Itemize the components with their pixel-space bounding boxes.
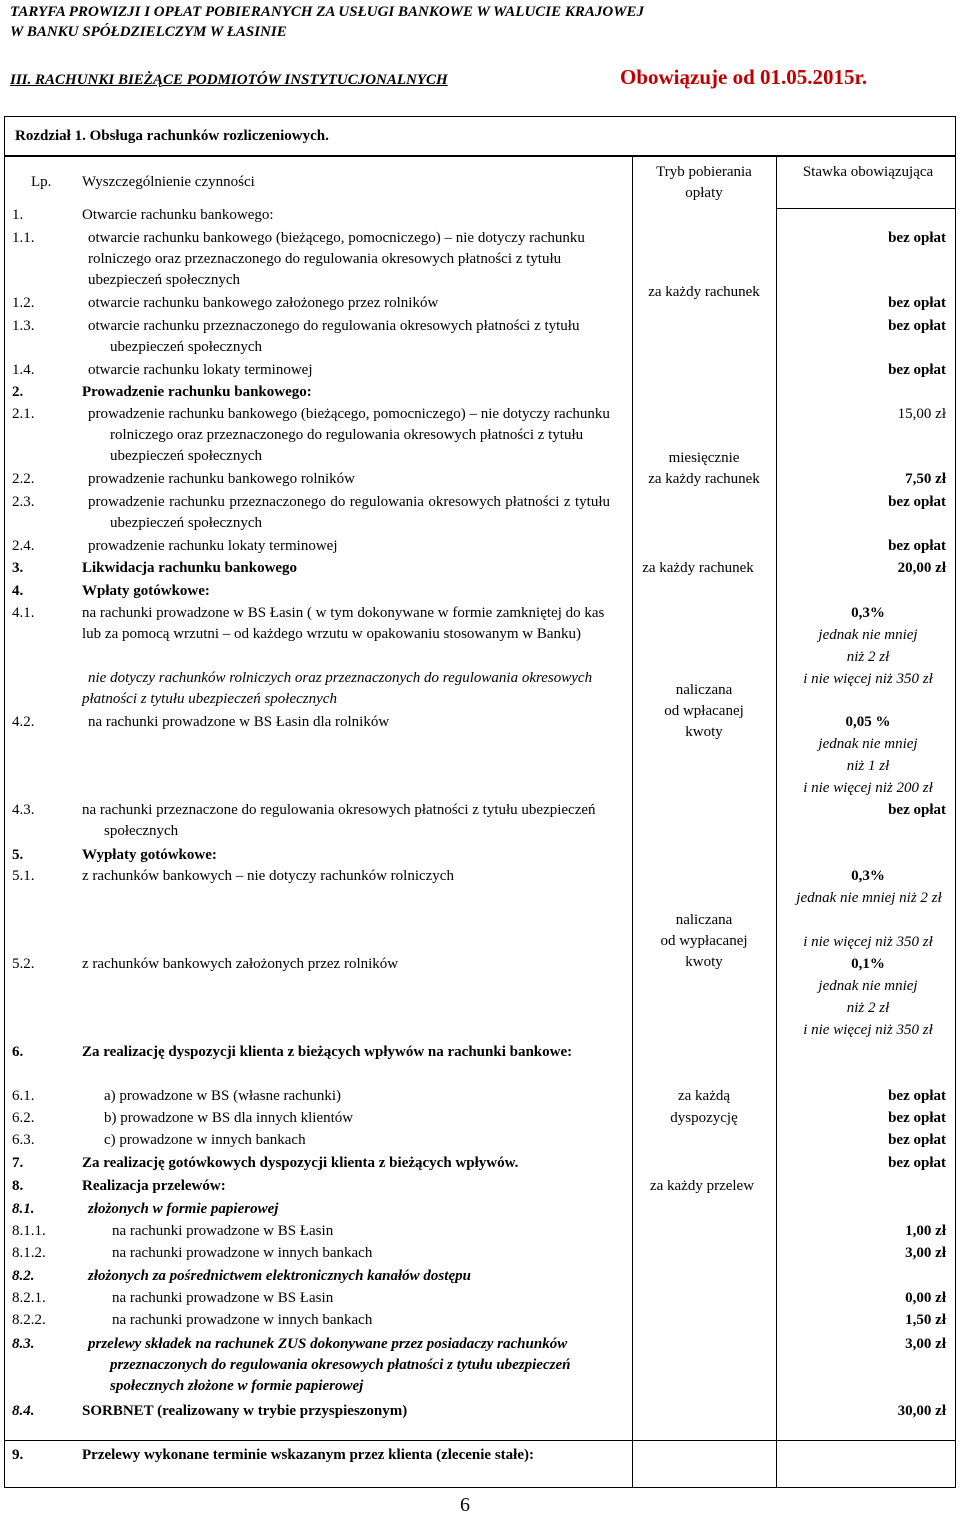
desc: na rachunki prowadzone w BS Łasin [112,1223,334,1239]
rate: bez opłat [888,1155,946,1171]
lp: 2.3. [12,494,35,510]
mode: od wpłacanej [664,703,744,719]
lp: 4.3. [12,802,35,818]
rate: 1,50 zł [905,1312,946,1328]
lp: 1.3. [12,318,35,334]
rate: bez opłat [888,1132,946,1148]
mode: za każdy rachunek [642,560,754,576]
rate-note: i nie więcej niż 200 zł [803,780,933,796]
mode: od wypłacanej [660,933,748,949]
lp: 4.2. [12,714,35,730]
lp: 8. [12,1178,24,1194]
title-line-1: TARYFA PROWIZJI I OPŁAT POBIERANYCH ZA USŁUGI BANKOWE W WALUCIE KRAJOWEJ [10,4,645,20]
rate: bez opłat [888,362,946,378]
lp: 8.1.1. [12,1223,46,1239]
desc: z rachunków bankowych założonych przez rolników [82,956,399,972]
desc: prowadzenie rachunku lokaty terminowej [88,538,338,554]
desc: przelewy składek na rachunek ZUS dokonywane przez posiadaczy rachunków przeznaczonych do regulowania okresowych płatności z tytułu ubezpieczeń społecznych złożone w formie papierowej [88,1336,571,1394]
lp: 4. [12,583,24,599]
lp: 6.1. [12,1088,35,1104]
desc: otwarcie rachunku bankowego założonego przez rolników [88,295,439,311]
desc-heading: Prowadzenie rachunku bankowego: [82,384,312,400]
desc-heading: Za realizację dyspozycji klienta z bieżących wpływów na rachunki bankowe: [82,1044,573,1060]
desc: otwarcie rachunku lokaty terminowej [88,362,313,378]
desc: na rachunki prowadzone w BS Łasin [112,1290,334,1306]
rate-note: jednak nie mniej [818,627,918,643]
rate: 20,00 zł [897,560,946,576]
desc: otwarcie rachunku bankowego (bieżącego, pomocniczego) – nie dotyczy rachunku rolniczego oraz przeznaczonego do regulowania okresowych płatności z tytułu ubezpieczeń społecznych [88,230,585,288]
lp: 6. [12,1044,24,1060]
lp: 1.2. [12,295,35,311]
desc: na rachunki prowadzone w innych bankach [112,1312,373,1328]
rate: 0,1% [851,956,885,972]
desc: otwarcie rachunku przeznaczonego do regulowania okresowych płatności z tytułu ubezpieczeń społecznych [88,318,580,355]
rate-note: niż 2 zł [846,649,890,665]
rate-note: jednak nie mniej [818,978,918,994]
rule [4,1440,956,1441]
desc-subheading: złożonych w formie papierowej [88,1201,279,1217]
mode: dyspozycję [670,1110,738,1126]
lp: 6.2. [12,1110,35,1126]
valid-from: Obowiązuje od 01.05.2015r. [620,65,868,89]
chapter-box [4,116,956,156]
mode: za każdy przelew [649,1178,755,1194]
lp: 2.1. [12,406,35,422]
rate: 3,00 zł [905,1245,946,1261]
rate: 1,00 zł [905,1223,946,1239]
lp: 2.4. [12,538,35,554]
rate: bez opłat [888,295,946,311]
lp: 1. [12,207,24,223]
lp: 1.1. [12,230,35,246]
mode: za każdy rachunek [648,471,760,487]
rate: bez opłat [888,1088,946,1104]
desc: na rachunki prowadzone w BS Łasin ( w tym dokonywane w formie zamkniętej do kas lub za pomocą wrzutni – od każdego wrzutu w opakowaniu stosowanym w Banku) [82,605,605,642]
desc-heading: Otwarcie rachunku bankowego: [82,207,274,223]
rate: 0,3% [851,868,885,884]
rate-note: i nie więcej niż 350 zł [803,671,933,687]
desc-heading: Likwidacja rachunku bankowego [82,560,298,576]
rate: 0,3% [851,605,885,621]
lp: 5.2. [12,956,35,972]
mode: naliczana [675,682,733,698]
lp: 8.4. [12,1403,35,1419]
rate-note: i nie więcej niż 350 zł [803,1022,933,1038]
rule [776,208,956,209]
title-line-2: W BANKU SPÓŁDZIELCZYM W ŁASINIE [10,24,287,40]
desc: prowadzenie rachunku bankowego (bieżącego, pomocniczego) – nie dotyczy rachunku rolniczego oraz przeznaczonego do regulowania okresowych płatności z tytułu ubezpieczeń społecznych [88,406,610,464]
desc: prowadzenie rachunku bankowego rolników [88,471,355,487]
lp: 8.2. [12,1268,35,1284]
rate: bez opłat [888,538,946,554]
rate: bez opłat [888,318,946,334]
lp: 9. [12,1447,24,1463]
mode: kwoty [685,954,723,970]
lp: 8.3. [12,1336,35,1352]
lp: 7. [12,1155,24,1171]
desc: c) prowadzone w innych bankach [104,1132,306,1148]
lp: 8.1.2. [12,1245,46,1261]
rate-note: i nie więcej niż 350 zł [803,934,933,950]
desc: a) prowadzone w BS (własne rachunki) [104,1088,342,1104]
desc-heading: Wpłaty gotówkowe: [82,583,210,599]
mode: miesięcznie [668,450,740,466]
desc-subheading: złożonych za pośrednictwem elektronicznych kanałów dostępu [88,1268,471,1284]
mode: za każdą [677,1088,731,1104]
desc: SORBNET (realizowany w trybie przyspieszonym) [82,1403,408,1419]
lp: 3. [12,560,24,576]
lp: 8.2.2. [12,1312,46,1328]
lp: 8.2.1. [12,1290,46,1306]
rate: 15,00 zł [897,406,946,422]
desc: prowadzenie rachunku przeznaczonego do regulowania okresowych płatności z tytułu ubezpieczeń społecznych [88,494,610,531]
rate: bez opłat [888,1110,946,1126]
desc-note: nie dotyczy rachunków rolniczych oraz przeznaczonych do regulowania okresowych płatności z tytułu ubezpieczeń społecznych [82,670,593,707]
desc-heading: Wypłaty gotówkowe: [82,847,217,863]
col-header-rate: Stawka obowiązująca [802,164,934,180]
desc: z rachunków bankowych – nie dotyczy rachunków rolniczych [82,868,454,884]
lp: 6.3. [12,1132,35,1148]
desc: na rachunki prowadzone w BS Łasin dla rolników [88,714,390,730]
col-divider-rate [776,156,777,1488]
lp: 4.1. [12,605,35,621]
rate-note: niż 2 zł [846,1000,890,1016]
document-title [10,2,950,42]
lp: 2.2. [12,471,35,487]
rate: bez opłat [888,494,946,510]
rate-note: niż 1 zł [846,758,890,774]
rate: bez opłat [888,230,946,246]
desc: b) prowadzone w BS dla innych klientów [104,1110,354,1126]
desc-heading: Realizacja przelewów: [82,1178,226,1194]
desc: na rachunki prowadzone w innych bankach [112,1245,373,1261]
col-divider-mode [632,156,633,1488]
rate-note: jednak nie mniej [818,736,918,752]
desc: na rachunki przeznaczone do regulowania okresowych płatności z tytułu ubezpieczeń społecznych [82,802,596,839]
lp: 5. [12,847,24,863]
rate: 0,00 zł [905,1290,946,1306]
mode: za każdy rachunek [648,284,760,300]
section-title: III. RACHUNKI BIEŻĄCE PODMIOTÓW INSTYTUCJONALNYCH [10,72,448,88]
rate: 0,05 % [845,714,891,730]
rate: 7,50 zł [905,471,946,487]
rate: 3,00 zł [905,1336,946,1352]
col-header-desc: Wyszczególnienie czynności [82,174,255,190]
desc-heading: Przelewy wykonane terminie wskazanym przez klienta (zlecenie stałe): [82,1447,534,1463]
mode: naliczana [675,912,733,928]
rate: 30,00 zł [897,1403,946,1419]
rate-note: jednak nie mniej niż 2 zł [796,890,942,906]
chapter-title: Rozdział 1. Obsługa rachunków rozliczeniowych. [15,128,329,144]
lp: 2. [12,384,24,400]
col-header-lp: Lp. [31,174,52,190]
lp: 1.4. [12,362,35,378]
page-number: 6 [460,1494,470,1516]
mode: kwoty [685,724,723,740]
desc-heading: Za realizację gotówkowych dyspozycji klienta z bieżących wpływów. [82,1155,519,1171]
rate: bez opłat [888,802,946,818]
col-header-mode: Tryb pobierania opłaty [656,164,752,201]
lp: 5.1. [12,868,35,884]
lp: 8.1. [12,1201,35,1217]
